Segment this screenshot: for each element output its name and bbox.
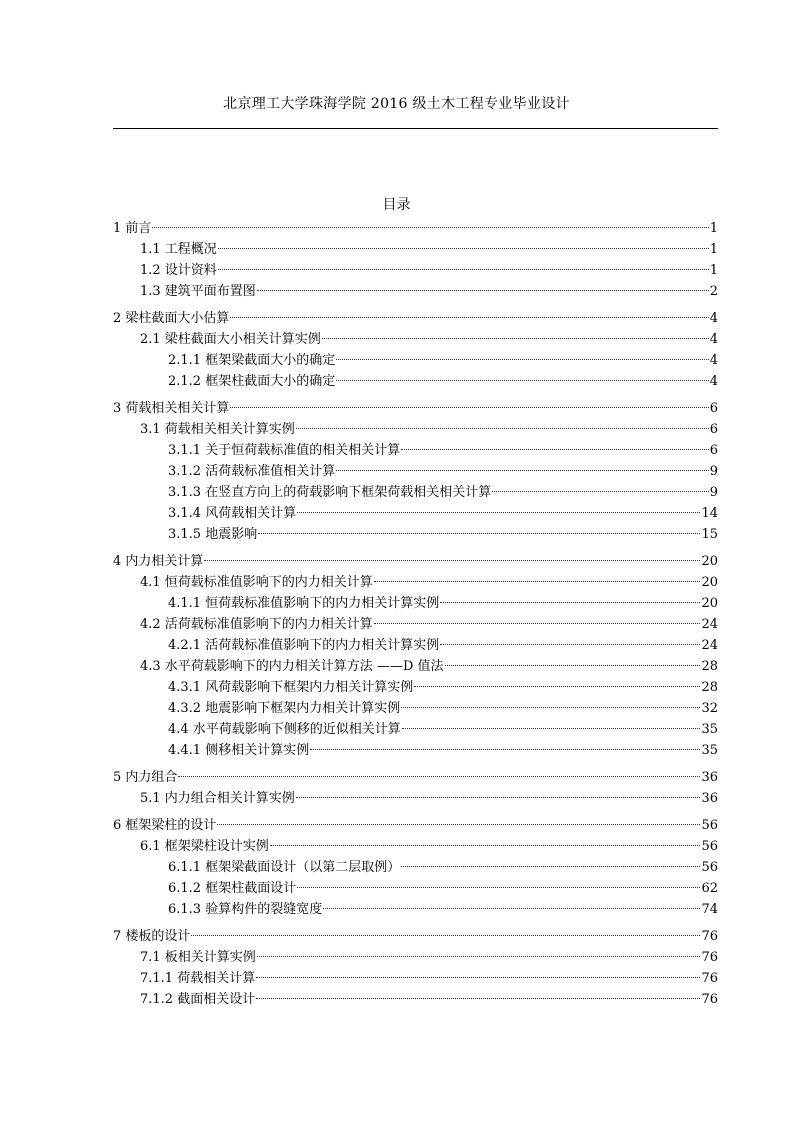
toc-entry-label: 3.1.5 地震影响 xyxy=(168,527,258,542)
toc-entry-label: 4 内力相关计算 xyxy=(113,554,204,569)
toc-entry[interactable] xyxy=(113,677,718,698)
toc-entry-label: 5.1 内力组合相关计算实例 xyxy=(140,791,295,806)
toc-entry[interactable] xyxy=(113,614,718,635)
toc-entry-page-number: 56 xyxy=(701,818,718,833)
toc-entry-label: 3.1.2 活荷载标准值相关计算 xyxy=(168,464,336,479)
toc-entry-page-number: 76 xyxy=(701,929,718,944)
toc-entry[interactable] xyxy=(113,551,718,572)
toc-entry[interactable] xyxy=(113,371,718,392)
toc-entry-label: 1.1 工程概况 xyxy=(140,242,217,257)
toc-entry-label: 3.1.3 在竖直方向上的荷载影响下框架荷载相关相关计算 xyxy=(168,485,492,500)
toc-entry-page-number: 35 xyxy=(701,722,718,737)
toc-dot-leader xyxy=(218,269,709,270)
toc-entry-label: 4.4.1 侧移相关计算实例 xyxy=(168,743,310,758)
toc-dot-leader xyxy=(402,728,701,729)
toc-entry[interactable] xyxy=(113,329,718,350)
toc-entry-page-number: 36 xyxy=(701,791,718,806)
toc-entry-label: 7.1.1 荷载相关计算 xyxy=(140,971,256,986)
toc-entry-page-number: 9 xyxy=(709,485,718,500)
toc-entry[interactable] xyxy=(113,788,718,809)
toc-entry[interactable] xyxy=(113,503,718,524)
toc-dot-leader xyxy=(257,956,701,957)
toc-entry-label: 6.1.1 框架梁截面设计（以第二层取例） xyxy=(168,860,401,875)
toc-entry[interactable] xyxy=(113,857,718,878)
toc-entry[interactable] xyxy=(113,740,718,761)
toc-entry[interactable] xyxy=(113,767,718,788)
toc-entry[interactable] xyxy=(113,698,718,719)
toc-entry[interactable] xyxy=(113,968,718,989)
toc-entry[interactable] xyxy=(113,926,718,947)
toc-entry-page-number: 56 xyxy=(701,839,718,854)
toc-entry[interactable] xyxy=(113,524,718,545)
toc-dot-leader xyxy=(191,935,700,936)
toc-entry[interactable] xyxy=(113,281,718,302)
toc-entry[interactable] xyxy=(113,308,718,329)
toc-entry-label: 3 荷载相关相关计算 xyxy=(113,401,230,416)
toc-entry-label: 4.3.2 地震影响下框架内力相关计算实例 xyxy=(168,701,401,716)
toc-entry-label: 3.1.4 风荷载相关计算 xyxy=(168,506,297,521)
toc-entry-page-number: 6 xyxy=(709,401,718,416)
toc-entry-page-number: 24 xyxy=(701,638,718,653)
toc-dot-leader xyxy=(374,581,701,582)
toc-entry-page-number: 2 xyxy=(709,284,718,299)
toc-entry-label: 5 内力组合 xyxy=(113,770,178,785)
toc-entry[interactable] xyxy=(113,239,718,260)
toc-entry-page-number: 1 xyxy=(709,242,718,257)
toc-entry[interactable] xyxy=(113,440,718,461)
toc-entry-page-number: 20 xyxy=(701,575,718,590)
toc-entry[interactable] xyxy=(113,836,718,857)
toc-entry[interactable] xyxy=(113,593,718,614)
toc-entry-page-number: 32 xyxy=(701,701,718,716)
toc-dot-leader xyxy=(218,248,709,249)
toc-entry-page-number: 9 xyxy=(709,464,718,479)
toc-entry-label: 4.3 水平荷载影响下的内力相关计算方法 ——D 值法 xyxy=(140,659,444,674)
toc-entry[interactable] xyxy=(113,989,718,1010)
toc-dot-leader xyxy=(296,428,709,429)
toc-dot-leader xyxy=(440,644,700,645)
toc-entry[interactable] xyxy=(113,635,718,656)
toc-entry-label: 2.1.1 框架梁截面大小的确定 xyxy=(168,353,336,368)
toc-entry-page-number: 15 xyxy=(701,527,718,542)
toc-entry-label: 4.1.1 恒荷载标准值影响下的内力相关计算实例 xyxy=(168,596,440,611)
toc-entry-page-number: 62 xyxy=(701,881,718,896)
toc-entry-label: 7.1.2 截面相关设计 xyxy=(140,992,256,1007)
toc-entry-label: 7 楼板的设计 xyxy=(113,929,191,944)
toc-entry-page-number: 6 xyxy=(709,443,718,458)
toc-dot-leader xyxy=(414,686,700,687)
toc-entry[interactable] xyxy=(113,947,718,968)
toc-entry-label: 6.1.3 验算构件的裂缝宽度 xyxy=(168,902,323,917)
toc-dot-leader xyxy=(445,665,701,666)
toc-entry-label: 4.3.1 风荷载影响下框架内力相关计算实例 xyxy=(168,680,414,695)
toc-dot-leader xyxy=(323,908,700,909)
toc-dot-leader xyxy=(401,866,700,867)
toc-dot-leader xyxy=(374,623,701,624)
toc-entry-page-number: 20 xyxy=(701,596,718,611)
toc-entry[interactable] xyxy=(113,878,718,899)
toc-dot-leader xyxy=(336,380,709,381)
toc-entry-page-number: 35 xyxy=(701,743,718,758)
toc-dot-leader xyxy=(440,602,700,603)
toc-dot-leader xyxy=(256,977,700,978)
toc-entry-label: 4.4 水平荷载影响下侧移的近似相关计算 xyxy=(168,722,401,737)
toc-entry[interactable] xyxy=(113,899,718,920)
toc-entry[interactable] xyxy=(113,656,718,677)
toc-dot-leader xyxy=(401,707,700,708)
toc-entry-page-number: 14 xyxy=(701,506,718,521)
toc-dot-leader xyxy=(297,887,700,888)
toc-entry-label: 1 前言 xyxy=(113,221,152,236)
toc-entry[interactable] xyxy=(113,350,718,371)
toc-entry-page-number: 20 xyxy=(701,554,718,569)
toc-title: 目录 xyxy=(382,197,411,213)
toc-entry-label: 2 梁柱截面大小估算 xyxy=(113,311,230,326)
toc-entry-page-number: 4 xyxy=(709,374,718,389)
toc-dot-leader xyxy=(217,824,700,825)
toc-entry-page-number: 28 xyxy=(701,659,718,674)
toc-entry-page-number: 76 xyxy=(701,950,718,965)
table-of-contents xyxy=(113,218,718,1010)
toc-entry-page-number: 1 xyxy=(709,263,718,278)
toc-entry-label: 3.1.1 关于恒荷载标准值的相关相关计算 xyxy=(168,443,401,458)
toc-entry-page-number: 6 xyxy=(709,422,718,437)
toc-dot-leader xyxy=(258,533,700,534)
toc-dot-leader xyxy=(204,560,700,561)
toc-dot-leader xyxy=(296,797,701,798)
toc-dot-leader xyxy=(230,317,708,318)
toc-dot-leader xyxy=(401,449,709,450)
toc-entry[interactable] xyxy=(113,815,718,836)
toc-entry-page-number: 36 xyxy=(701,770,718,785)
toc-entry-label: 6.1 框架梁柱设计实例 xyxy=(140,839,269,854)
toc-entry-page-number: 76 xyxy=(701,971,718,986)
toc-dot-leader xyxy=(230,407,708,408)
toc-dot-leader xyxy=(178,776,700,777)
toc-entry-label: 4.2.1 活荷载标准值影响下的内力相关计算实例 xyxy=(168,638,440,653)
toc-entry-page-number: 24 xyxy=(701,617,718,632)
toc-entry[interactable] xyxy=(113,218,718,239)
toc-dot-leader xyxy=(297,512,700,513)
toc-dot-leader xyxy=(336,470,709,471)
toc-entry-page-number: 76 xyxy=(701,992,718,1007)
toc-entry-page-number: 56 xyxy=(701,860,718,875)
toc-entry[interactable] xyxy=(113,572,718,593)
toc-entry-page-number: 74 xyxy=(701,902,718,917)
toc-dot-leader xyxy=(257,290,709,291)
toc-entry-label: 6 框架梁柱的设计 xyxy=(113,818,217,833)
toc-entry-page-number: 4 xyxy=(709,353,718,368)
page-header: 北京理工大学珠海学院 2016 级土木工程专业毕业设计 xyxy=(223,96,570,112)
toc-entry[interactable] xyxy=(113,461,718,482)
toc-entry-page-number: 28 xyxy=(701,680,718,695)
toc-entry-label: 2.1 梁柱截面大小相关计算实例 xyxy=(140,332,321,347)
toc-entry[interactable] xyxy=(113,398,718,419)
toc-dot-leader xyxy=(336,359,709,360)
header-divider xyxy=(113,128,718,129)
toc-entry[interactable] xyxy=(113,482,718,503)
toc-entry-page-number: 4 xyxy=(709,332,718,347)
toc-entry-label: 4.1 恒荷载标准值影响下的内力相关计算 xyxy=(140,575,373,590)
toc-entry-label: 1.2 设计资料 xyxy=(140,263,217,278)
toc-dot-leader xyxy=(322,338,709,339)
toc-entry-label: 3.1 荷载相关相关计算实例 xyxy=(140,422,295,437)
toc-dot-leader xyxy=(270,845,701,846)
toc-entry-page-number: 1 xyxy=(709,221,718,236)
toc-dot-leader xyxy=(492,491,709,492)
toc-entry-label: 4.2 活荷载标准值影响下的内力相关计算 xyxy=(140,617,373,632)
toc-entry-label: 6.1.2 框架柱截面设计 xyxy=(168,881,297,896)
toc-entry-page-number: 4 xyxy=(709,311,718,326)
toc-dot-leader xyxy=(256,998,700,999)
toc-entry[interactable] xyxy=(113,260,718,281)
toc-dot-leader xyxy=(152,227,708,228)
toc-entry-label: 7.1 板相关计算实例 xyxy=(140,950,256,965)
toc-entry-label: 1.3 建筑平面布置图 xyxy=(140,284,256,299)
toc-entry[interactable] xyxy=(113,719,718,740)
toc-dot-leader xyxy=(310,749,700,750)
toc-entry[interactable] xyxy=(113,419,718,440)
toc-entry-label: 2.1.2 框架柱截面大小的确定 xyxy=(168,374,336,389)
